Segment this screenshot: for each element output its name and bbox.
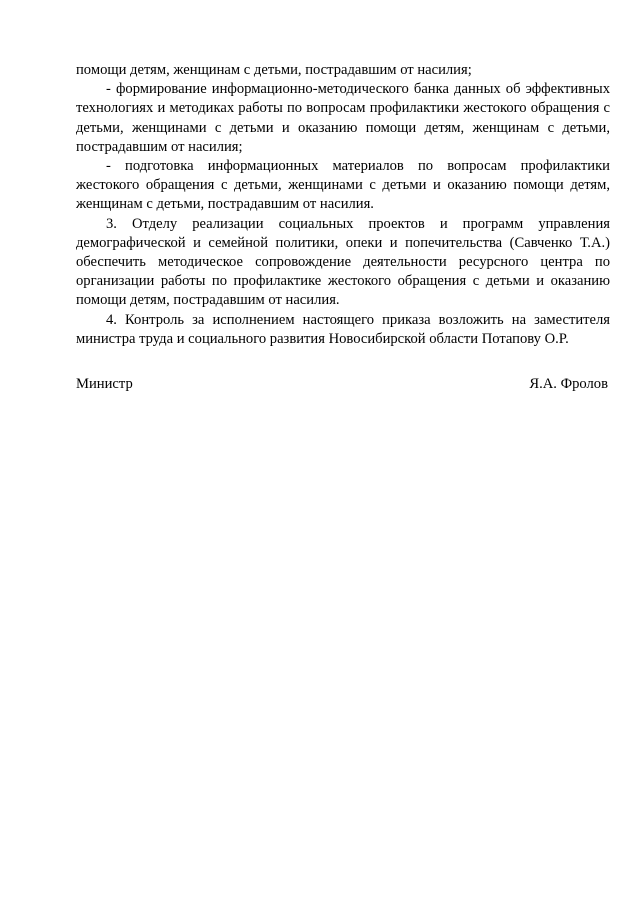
signature-name: Я.А. Фролов (529, 376, 608, 392)
signature-block (76, 375, 608, 394)
paragraph-bullet-materials: - подготовка информационных материалов по вопросам профилактики жестокого обращения с детьми, женщинами с детьми и оказанию помощи детям, женщинам с детьми, пострадавшим от насилия. (76, 158, 610, 213)
signature-position: Министр (76, 376, 133, 392)
paragraph-bullet-databank: - формирование информационно-методического банка данных об эффективных технологиях и методиках работы по вопросам профилактики жестокого обращения с детьми, женщинами с детьми и оказанию помощи детям, женщинам с детьми, пострадавшим от насилия; (76, 81, 610, 155)
paragraph-item-3: 3. Отделу реализации социальных проектов и программ управления демографической и семейной политики, опеки и попечительства (Савченко Т.А.) обеспечить методическое сопровождение деятельности ресурсного центра по организации работы по профилактике жестокого обращения с детьми и оказанию помощи детям, пострадавшим от насилия. (76, 215, 610, 309)
document-body (76, 61, 610, 349)
paragraph-continuation: помощи детям, женщинам с детьми, пострадавшим от насилия; (76, 62, 472, 78)
paragraph-item-4: 4. Контроль за исполнением настоящего приказа возложить на заместителя министра труда и социального развития Новосибирской области Потапову О.Р. (76, 311, 610, 347)
